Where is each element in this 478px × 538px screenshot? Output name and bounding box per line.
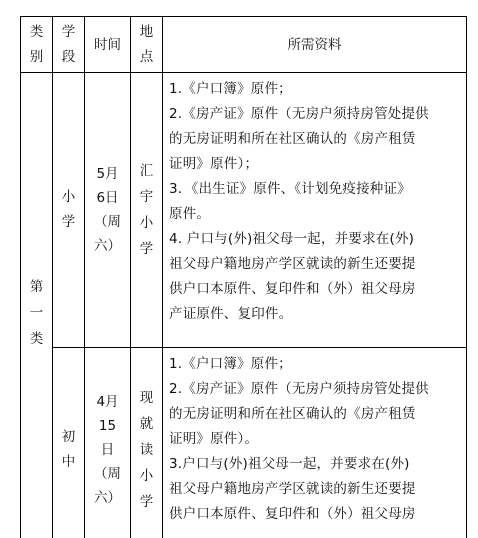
level-cell	[53, 73, 85, 348]
time-line: 5月	[96, 166, 119, 182]
materials-line: 2.《房产证》原件（无房户须持房管处提供	[169, 381, 429, 397]
materials-line: 祖父母户籍地房产学区就读的新生还要提	[169, 481, 416, 497]
level-char: 初	[61, 429, 76, 445]
level-char: 小	[61, 189, 76, 205]
materials-line: 2.《房产证》原件（无房户须持房管处提供	[169, 106, 429, 122]
header-level-char: 段	[61, 48, 76, 65]
level-char: 中	[61, 454, 76, 470]
header-category-char: 类	[29, 23, 44, 40]
materials-line: 产证原件、复印件。	[169, 306, 293, 322]
materials-line: 3.户口与(外)祖父母一起，并要求在(外)	[169, 456, 410, 472]
time-line: 六）	[94, 238, 121, 254]
header-category-text	[30, 20, 44, 70]
header-category-char: 别	[29, 48, 44, 65]
level-text	[62, 185, 76, 235]
level-text	[62, 425, 76, 475]
materials-line: 1.《户口簿》原件；	[169, 81, 292, 97]
location-char: 宇	[139, 189, 154, 205]
header-materials: 所需资料	[163, 17, 467, 73]
time-line: 15	[98, 418, 117, 434]
category-char: 一	[29, 304, 44, 321]
materials-line: 的无房证明和所在社区确认的《房产租赁	[169, 406, 416, 422]
materials-line: 1.《户口簿》原件；	[169, 356, 292, 372]
header-location-char: 地	[139, 23, 154, 40]
header-level-char: 学	[61, 23, 76, 40]
time-line: 4月	[96, 394, 119, 410]
header-time: 时间	[85, 17, 131, 73]
header-location-text	[140, 20, 154, 70]
materials-line: 的无房证明和所在社区确认的《房产租赁	[169, 131, 416, 147]
location-text	[140, 158, 154, 262]
category-char: 类	[29, 330, 44, 347]
location-cell	[131, 348, 163, 538]
enrollment-materials-table	[20, 16, 467, 538]
header-level-text	[62, 20, 76, 70]
location-char: 小	[139, 468, 154, 484]
location-char: 学	[139, 241, 154, 257]
location-char: 就	[139, 416, 154, 432]
materials-line: 证明》原件）；	[169, 156, 259, 172]
location-cell	[131, 73, 163, 348]
location-char: 读	[139, 442, 154, 458]
level-cell	[53, 348, 85, 538]
header-level	[53, 17, 85, 73]
location-char: 汇	[139, 163, 154, 179]
materials-line: 4. 户口与(外)祖父母一起，并要求在(外)	[169, 231, 415, 247]
materials-line: 原件。	[169, 206, 211, 222]
table-row	[21, 348, 467, 538]
header-location	[131, 17, 163, 73]
time-cell	[85, 348, 131, 538]
location-char: 小	[139, 215, 154, 231]
category-cell	[21, 73, 53, 538]
materials-line: 祖父母户籍地房产学区就读的新生还要提	[169, 256, 416, 272]
category-text	[30, 274, 44, 352]
time-text	[94, 390, 121, 510]
time-line: （周	[94, 214, 121, 230]
time-line: （周	[94, 466, 121, 482]
location-char: 现	[139, 390, 154, 406]
table-row	[21, 73, 467, 348]
level-char: 学	[61, 214, 76, 230]
header-row	[21, 17, 467, 73]
time-line: 6日	[96, 190, 119, 206]
time-cell	[85, 73, 131, 348]
time-line: 日	[100, 442, 115, 458]
header-category	[21, 17, 53, 73]
materials-cell	[163, 73, 467, 348]
time-line: 六）	[94, 490, 121, 506]
materials-line: 3．《出生证》原件、《计划免疫接种证》	[169, 181, 411, 197]
location-char: 学	[139, 494, 154, 510]
header-location-char: 点	[139, 48, 154, 65]
materials-line: 供户口本原件、复印件和（外）祖父母房	[169, 281, 416, 297]
materials-cell	[163, 348, 467, 538]
location-text	[140, 385, 154, 515]
time-text	[94, 162, 121, 258]
materials-line: 供户口本原件、复印件和（外）祖父母房	[169, 506, 416, 522]
materials-line: 证明》原件）。	[169, 431, 259, 447]
category-char: 第	[29, 278, 44, 295]
